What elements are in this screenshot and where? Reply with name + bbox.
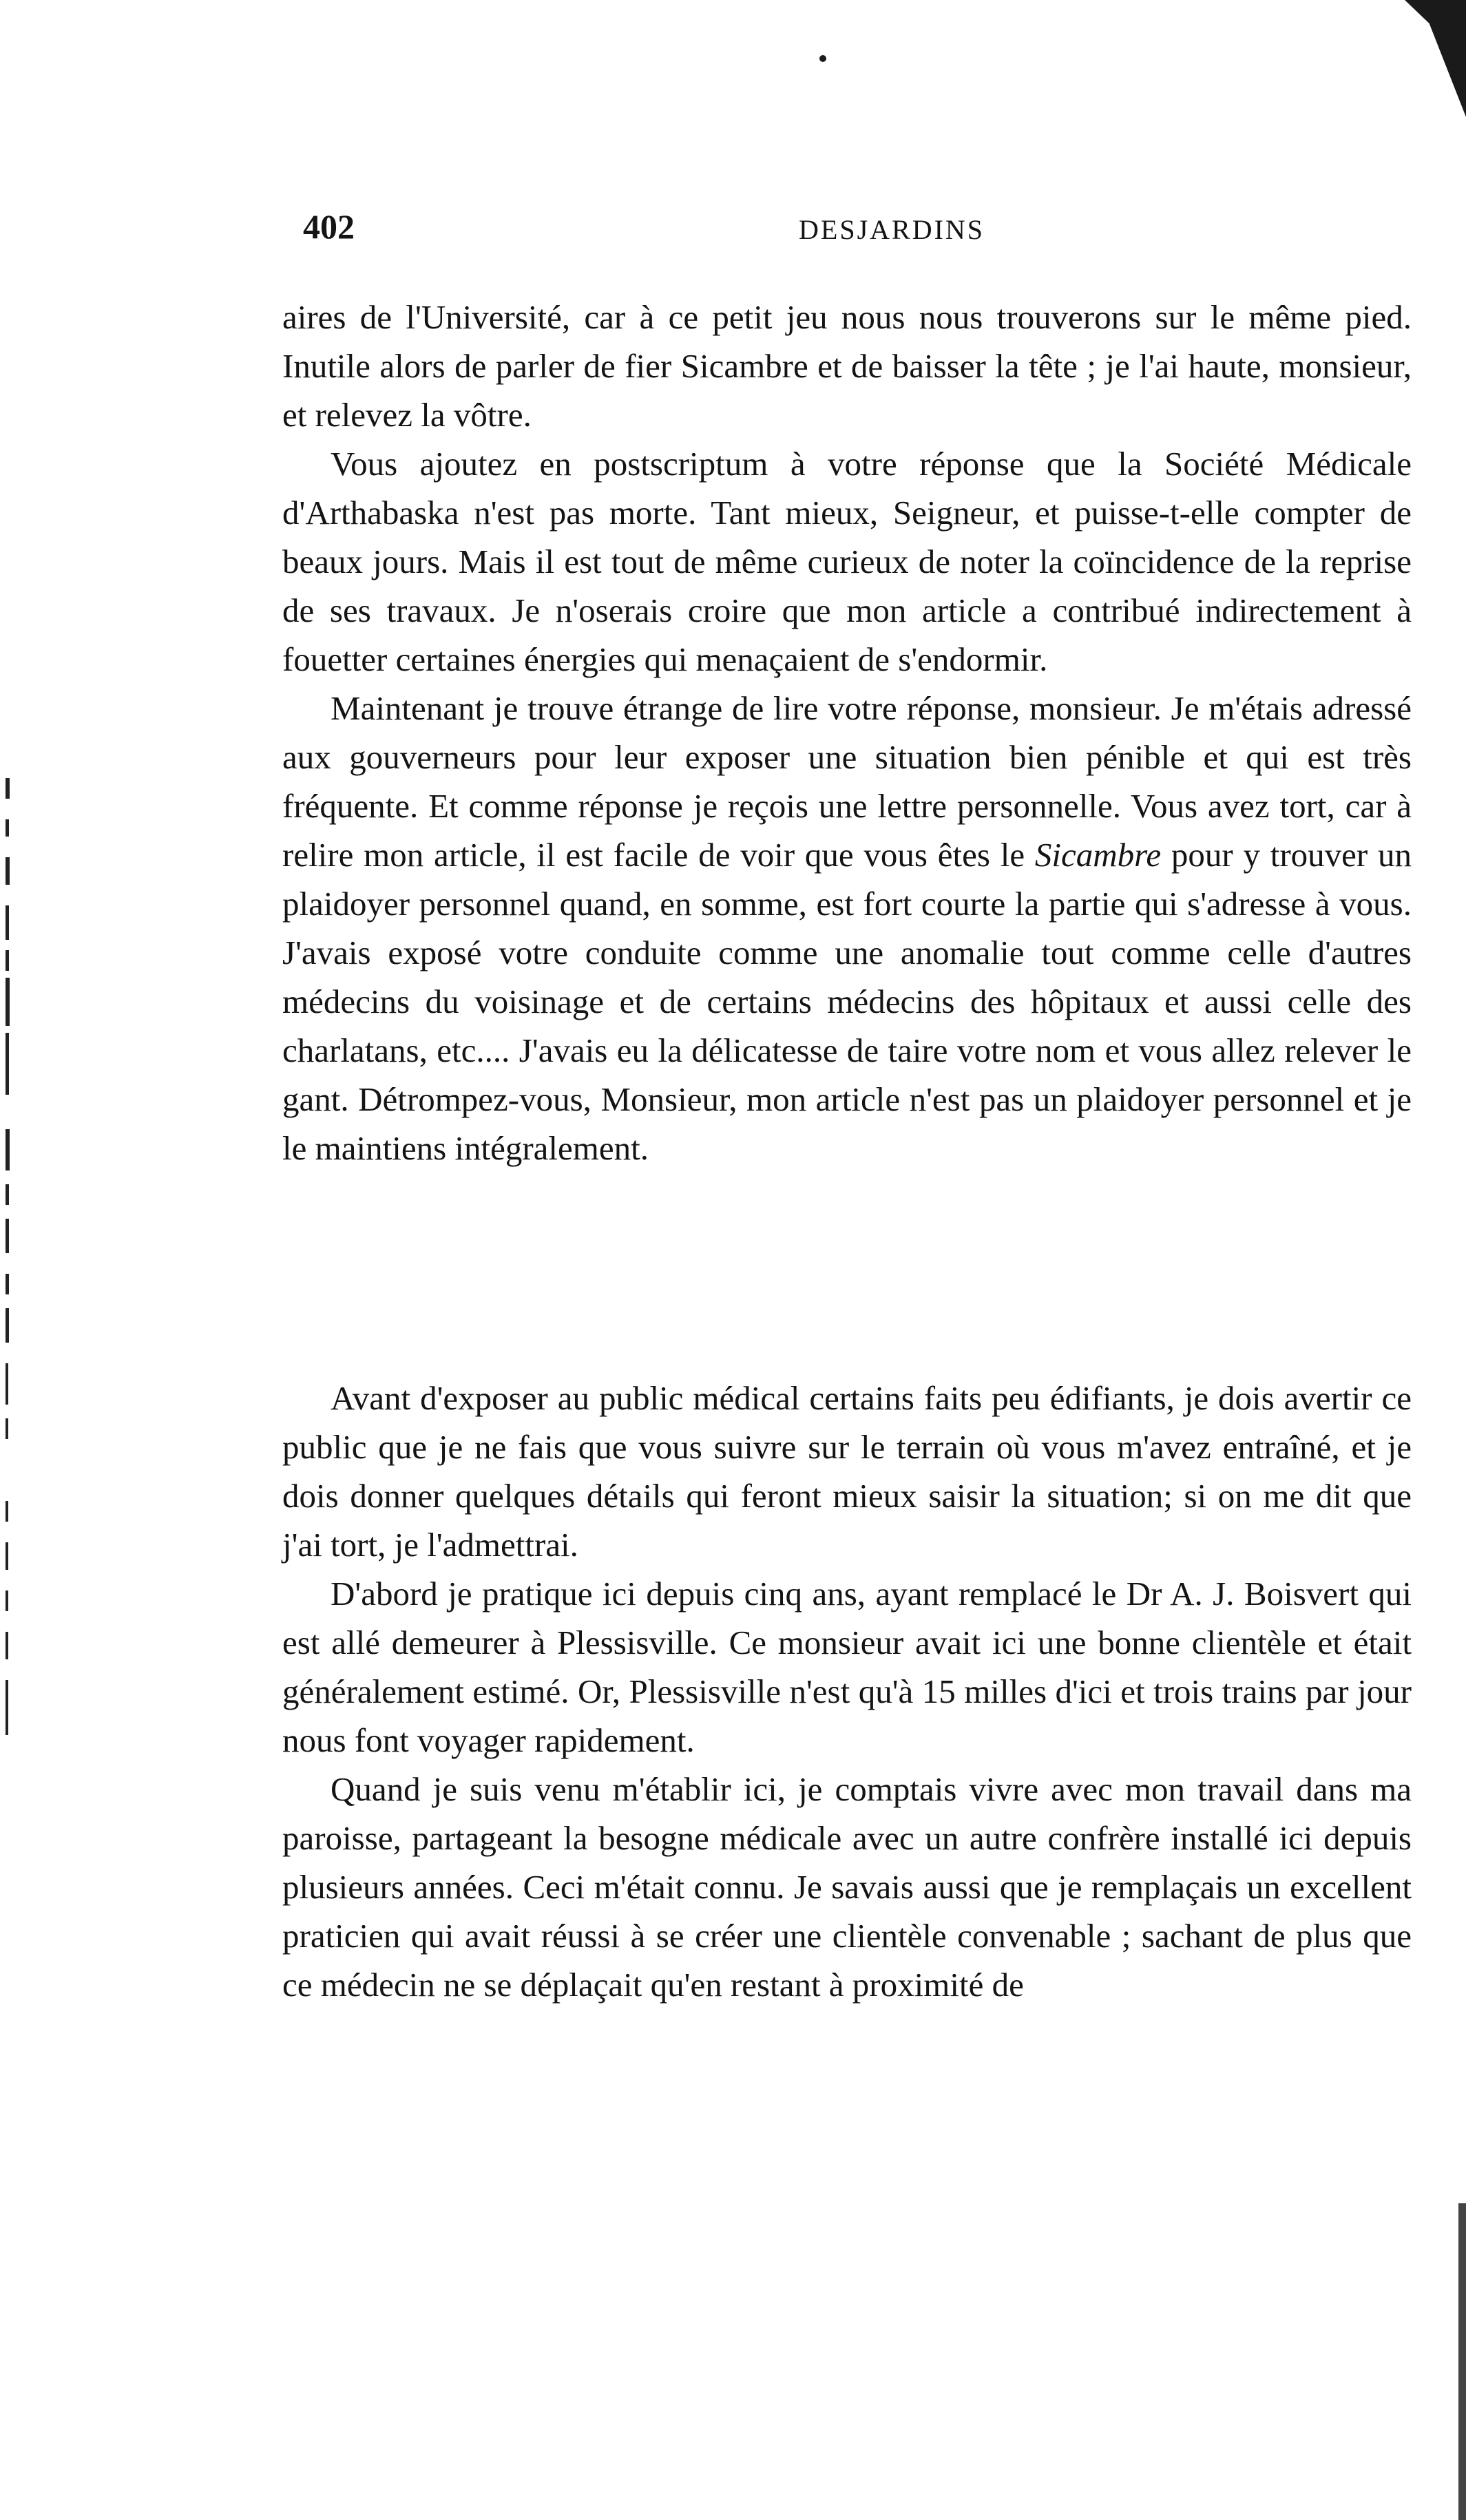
paragraph-warning: Avant d'exposer au public médical certains faits peu édifiants, je dois avertir ce public que je ne fais que vous suivre sur le terrain où vous m'avez entraîné, et je dois donner quelques détails qui feront mieux saisir la situation; si on me dit que j'ai tort, je l'admettrai. — [282, 1379, 1412, 1564]
scan-corner-mark — [1405, 0, 1466, 117]
scan-right-edge — [1458, 2203, 1466, 2520]
page-number: 402 — [303, 207, 355, 246]
paragraph-reply-text-2: pour y trouver un plaidoyer personnel quand, en somme, est fort courte la partie qui s'adresse à vous. J'avais exposé votre conduite comme une anomalie tout comme celle d'autres médecins du voisinage et de certains médecins des hôpitaux et aussi celle des charlatans, etc.... J'avais eu la délicatesse de taire votre nom et vous allez relever le gant. Détrompez-vous, Monsieur, mon article n'est pas un plaidoyer personnel et je le maintiens intégralement. — [282, 836, 1412, 1167]
scan-dot — [819, 55, 826, 62]
paragraph-reply — [282, 684, 1412, 1173]
paragraph-postscript: Vous ajoutez en postscriptum à votre réponse que la Société Médicale d'Arthabaska n'est pas morte. Tant mieux, Seigneur, et puisse-t-elle compter de beaux jours. Mais il est tout de même curieux de noter la coïncidence de la reprise de ses travaux. Je n'oserais croire que mon article a contribué indirectement à fouetter certaines énergies qui menaçaient de s'endormir. — [282, 445, 1412, 678]
text-block-exposition — [282, 1374, 1412, 2009]
paragraph-arrival: Quand je suis venu m'établir ici, je comptais vivre avec mon travail dans ma paroisse, partageant la besogne médicale avec un autre confrère installé ici depuis plusieurs années. Ceci m'était connu. Je savais aussi que je remplaçais un excellent praticien qui avait réussi à se créer une clientèle convenable ; sachant de plus que ce médecin ne se déplaçait qu'en restant à proximité de — [282, 1770, 1412, 2004]
italic-term: Sicambre — [1034, 836, 1162, 874]
running-head — [303, 207, 1418, 262]
paragraph-reply-text-1: Maintenant je trouve étrange de lire votre réponse, monsieur. Je m'étais adressé aux gouverneurs pour leur exposer une situation bien pénible et qui est très fréquente. Et comme réponse je reçois une lettre personnelle. Vous avez tort, car à relire mon article, il est facile de voir que vous êtes le — [282, 689, 1412, 874]
text-block-letter-reply — [282, 293, 1412, 1173]
paragraph-continuation: aires de l'Université, car à ce petit jeu nous nous trouverons sur le même pied. Inutile alors de parler de fier Sicambre et de baisser la tête ; je l'ai haute, monsieur, et relevez la vôtre. — [282, 298, 1412, 434]
running-title: DESJARDINS — [799, 214, 985, 245]
paragraph-practice: D'abord je pratique ici depuis cinq ans, ayant remplacé le Dr A. J. Boisvert qui est allé demeurer à Plessisville. Ce monsieur avait ici une bonne clientèle et était généralement estimé. Or, Plessisville n'est qu'à 15 milles d'ici et trois trains par jour nous font voyager rapidement. — [282, 1575, 1412, 1759]
